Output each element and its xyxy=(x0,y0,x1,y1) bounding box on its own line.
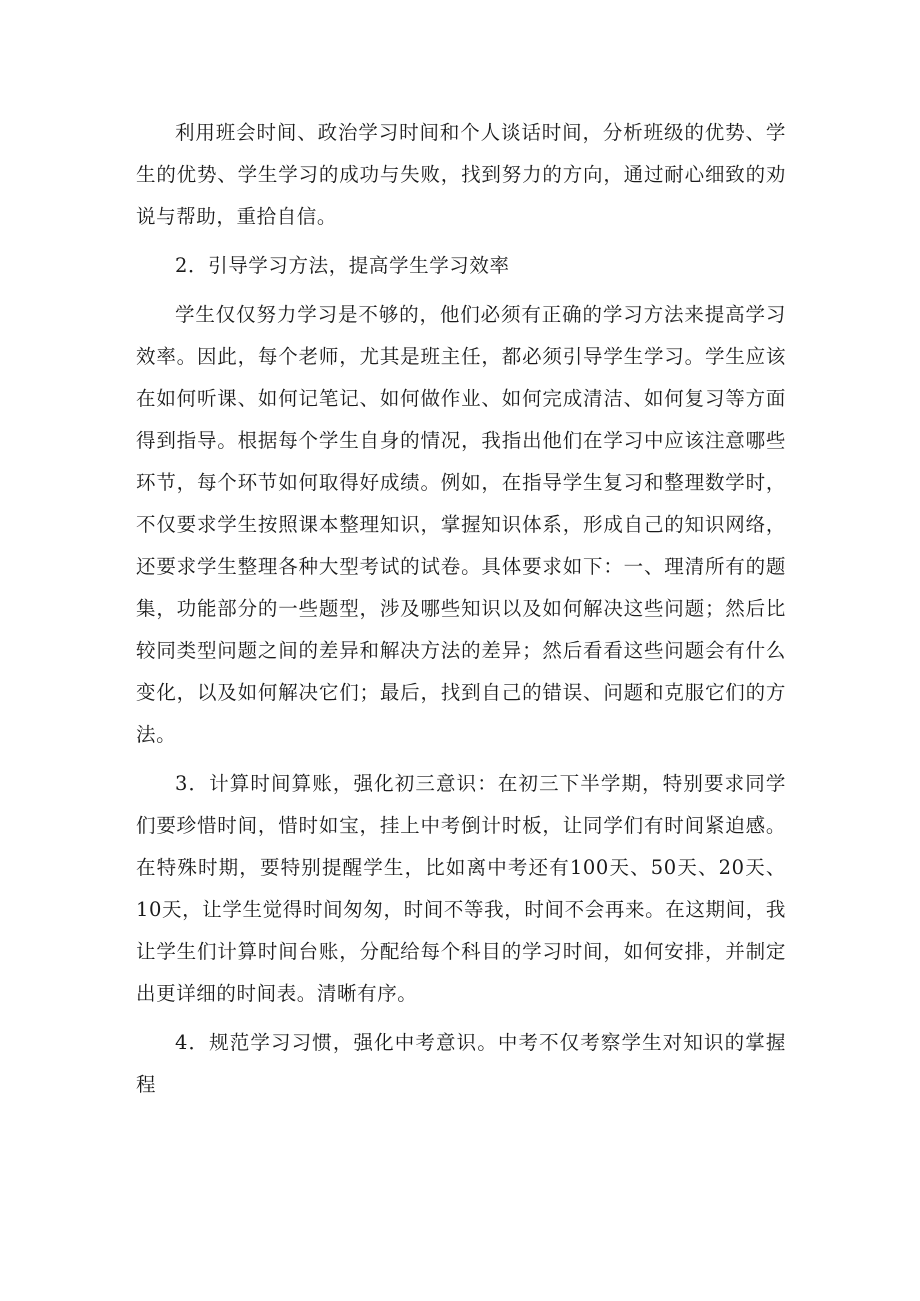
paragraph-confidence: 利用班会时间、政治学习时间和个人谈话时间，分析班级的优势、学生的优势、学生学习的成功与失败，找到努力的方向，通过耐心细致的劝说与帮助，重拾自信。 xyxy=(136,121,786,228)
section-heading-study-methods: 2．引导学习方法，提高学生学习效率 xyxy=(175,254,510,277)
document-page xyxy=(136,112,786,1113)
paragraph-study-methods: 学生仅仅努力学习是不够的，他们必须有正确的学习方法来提高学习效率。因此，每个老师，尤其是班主任，都必须引导学生学习。学生应该在如何听课、如何记笔记、如何做作业、如何完成清洁、如何复习等方面得到指导。根据每个学生自身的情况，我指出他们在学习中应该注意哪些环节，每个环节如何取得好成绩。例如，在指导学生复习和整理数学时，不仅要求学生按照课本整理知识，掌握知识体系，形成自己的知识网络，还要求学生整理各种大型考试的试卷。具体要求如下：一、理清所有的题集，功能部分的一些题型，涉及哪些知识以及如何解决这些问题；然后比较同类型问题之间的差异和解决方法的差异；然后看看这些问题会有什么变化，以及如何解决它们；最后，找到自己的错误、问题和克服它们的方法。 xyxy=(136,303,786,746)
paragraph-time-accounting: 3．计算时间算账，强化初三意识：在初三下半学期，特别要求同学们要珍惜时间，惜时如宝，挂上中考倒计时板，让同学们有时间紧迫感。在特殊时期，要特别提醒学生，比如离中考还有100天、50天、20天、10天，让学生觉得时间匆匆，时间不等我，时间不会再来。在这期间，我让学生们计算时间台账，分配给每个科目的学习时间，如何安排，并制定出更详细的时间表。清晰有序。 xyxy=(136,772,786,1005)
paragraph-study-habits: 4．规范学习习惯，强化中考意识。中考不仅考察学生对知识的掌握程 xyxy=(136,1031,786,1096)
